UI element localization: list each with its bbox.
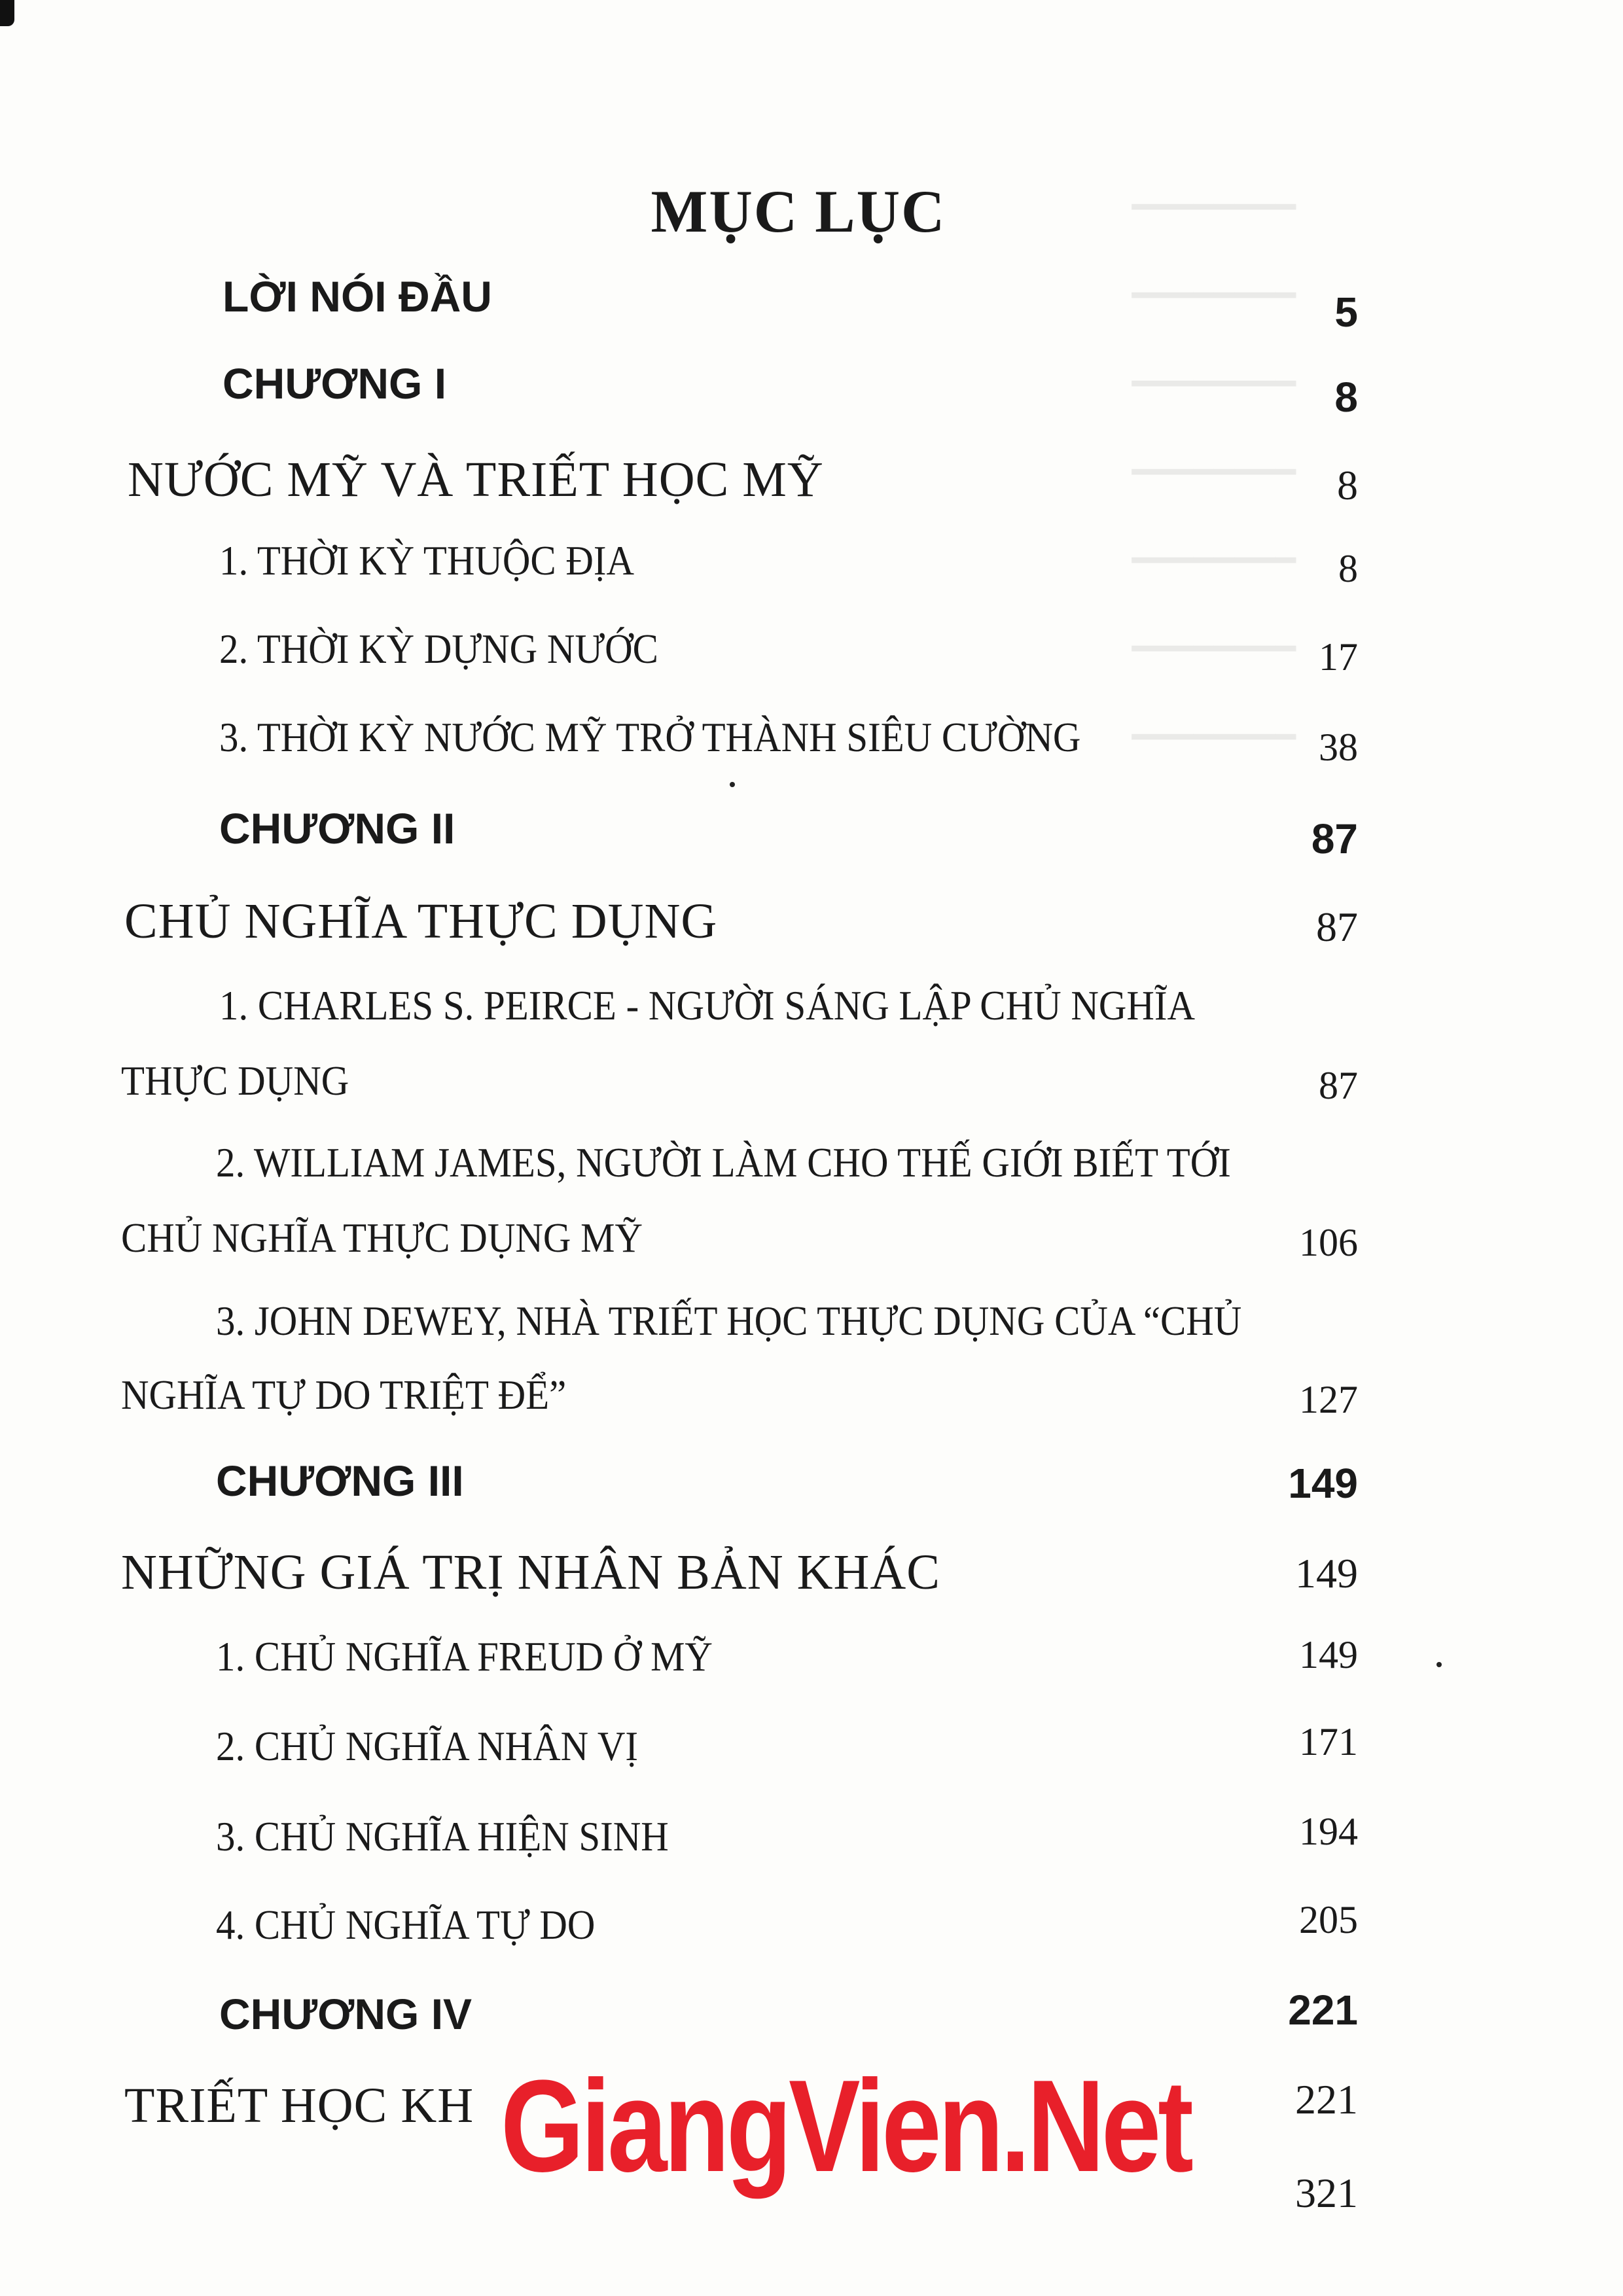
scan-corner-mark	[0, 0, 14, 26]
toc-page-number: 38	[1319, 726, 1358, 769]
toc-page-number: 127	[1299, 1378, 1358, 1421]
toc-chapter-heading: CHƯƠNG II	[219, 804, 455, 853]
toc-page-number: 87	[1319, 1064, 1358, 1107]
toc-part-title: TRIẾT HỌC KH	[124, 2078, 474, 2133]
toc-section: 2. CHỦ NGHĨA NHÂN VỊ	[216, 1723, 638, 1769]
toc-page-number: 5	[1334, 289, 1358, 336]
toc-page-number: 149	[1288, 1460, 1358, 1507]
toc-section: 2. THỜI KỲ DỰNG NƯỚC	[219, 626, 658, 672]
toc-page-number: 8	[1338, 547, 1358, 590]
toc-page-number: 8	[1337, 462, 1358, 508]
watermark-text: GiangVien.Net	[501, 2053, 1190, 2199]
toc-page-number: 171	[1299, 1720, 1358, 1763]
toc-page-number: 221	[1288, 1987, 1358, 2034]
page-title: MỤC LỤC	[651, 178, 946, 245]
toc-page-number: 221	[1295, 2076, 1358, 2123]
toc-entry-preface: LỜI NÓI ĐẦU	[223, 272, 492, 321]
toc-section-continuation: THỰC DỤNG	[121, 1057, 349, 1104]
scan-speck	[730, 782, 735, 787]
toc-page-number: 8	[1334, 374, 1358, 421]
toc-chapter-heading: CHƯƠNG III	[216, 1457, 464, 1505]
toc-part-title: NƯỚC MỸ VÀ TRIẾT HỌC MỸ	[128, 452, 824, 507]
toc-section-continuation: CHỦ NGHĨA THỰC DỤNG MỸ	[121, 1214, 643, 1261]
toc-page-number: 149	[1295, 1550, 1358, 1597]
watermark	[494, 2053, 1190, 2199]
toc-section-continuation: NGHĨA TỰ DO TRIỆT ĐỂ”	[121, 1371, 567, 1418]
toc-page-number: 17	[1319, 635, 1358, 679]
toc-section: 4. CHỦ NGHĨA TỰ DO	[216, 1901, 596, 1948]
scan-speck	[1436, 1662, 1442, 1667]
toc-part-title: NHỮNG GIÁ TRỊ NHÂN BẢN KHÁC	[121, 1545, 940, 1600]
toc-section: 1. CHỦ NGHĨA FREUD Ở MỸ	[216, 1633, 713, 1680]
toc-part-title: CHỦ NGHĨA THỰC DỤNG	[124, 894, 718, 949]
toc-section: 2. WILLIAM JAMES, NGƯỜI LÀM CHO THẾ GIỚI BIẾT TỚI	[216, 1139, 1231, 1186]
toc-page-number: 87	[1316, 904, 1358, 950]
toc-section: 3. CHỦ NGHĨA HIỆN SINH	[216, 1813, 669, 1860]
toc-chapter-heading: CHƯƠNG IV	[219, 1990, 473, 2038]
toc-chapter-heading: CHƯƠNG I	[223, 359, 447, 408]
toc-section: 3. JOHN DEWEY, NHÀ TRIẾT HỌC THỰC DỤNG CỦA “CHỦ	[216, 1298, 1242, 1344]
toc-page-number: 87	[1311, 815, 1358, 862]
toc-page-number: 194	[1299, 1810, 1358, 1853]
bleed-through-text: ━━━━━━━━ ━━━━━━━━ ━━━━━━━━ ━━━━━━━━ ━━━━━━━━ ━━━━━━━━ ━━━━━━━━	[1132, 189, 1296, 756]
toc-page-number: 149	[1299, 1633, 1358, 1676]
toc-section: 3. THỜI KỲ NƯỚC MỸ TRỞ THÀNH SIÊU CƯỜNG	[219, 714, 1081, 760]
toc-page-number: 321	[1295, 2170, 1358, 2216]
toc-section: 1. CHARLES S. PEIRCE - NGƯỜI SÁNG LẬP CHỦ NGHĨA	[219, 982, 1196, 1029]
toc-page-number: 205	[1299, 1898, 1358, 1941]
toc-section: 1. THỜI KỲ THUỘC ĐỊA	[219, 537, 635, 584]
toc-page-number: 106	[1299, 1221, 1358, 1264]
